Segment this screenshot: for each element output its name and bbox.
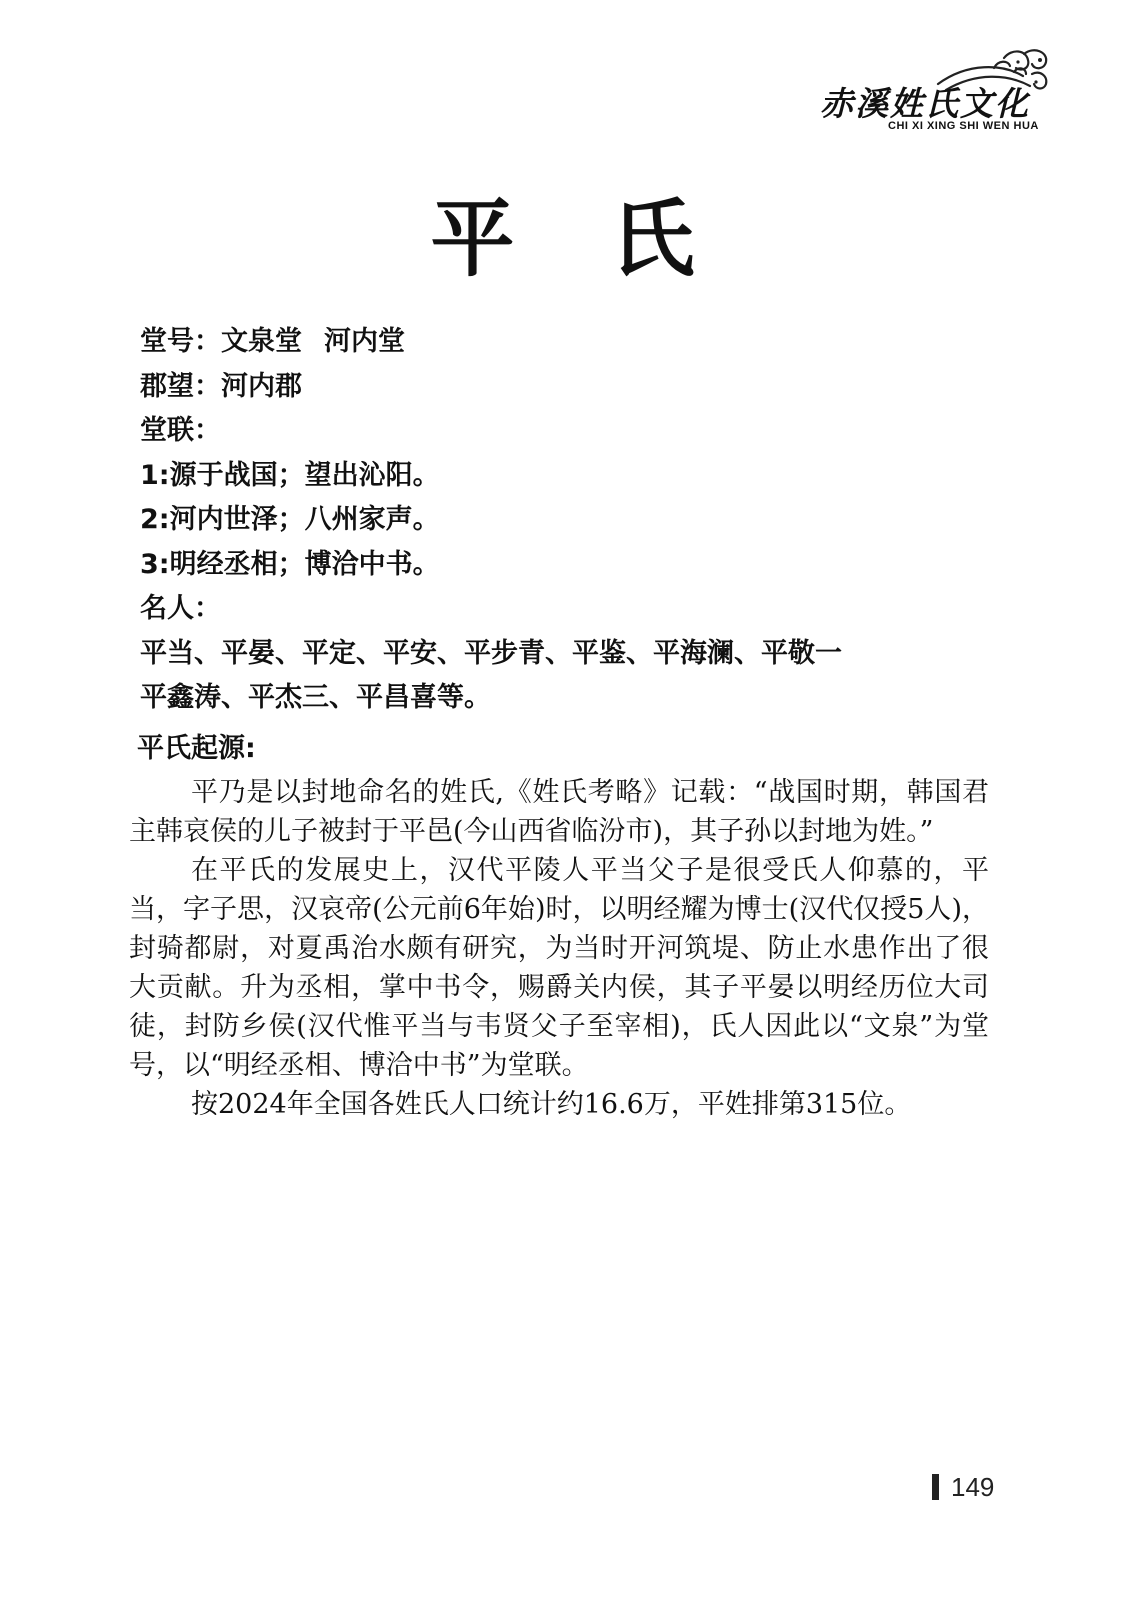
page-number-bar: [932, 1474, 939, 1500]
origin-heading: 平氏起源:: [137, 733, 256, 764]
origin-paragraph: 在平氏的发展史上，汉代平陵人平当父子是很受氏人仰慕的，平当，字子思，汉哀帝(公元前6年始)时，以明经耀为博士(汉代仅授5人)，封骑都尉，对夏禹治水颇有研究，为当时开河筑堤、防止水患作出了很大贡献。升为丞相，掌中书令，赐爵关内侯，其子平晏以明经历位大司徒，封防乡侯(汉代惟平当与韦贤父子至宰相)，氏人因此以“文泉”为堂号，以“明经丞相、博洽中书”为堂联。: [129, 855, 989, 1081]
hall-name-label: 堂号：: [140, 326, 221, 357]
page-number-text: 149: [951, 1471, 995, 1502]
logo-title: 赤溪姓氏文化: [820, 84, 1030, 123]
notables-list: 平当、平晏、平定、平安、平步青、平鉴、平海澜、平敬一: [140, 637, 842, 669]
hall-name-value: 文泉堂: [221, 326, 302, 357]
page-title: 平氏: [430, 189, 791, 288]
origin-paragraph: 平乃是以封地命名的姓氏,《姓氏考略》记载：“战国时期，韩国君主韩哀侯的儿子被封于平邑(今山西省临汾市)，其子孙以封地为姓。”: [129, 777, 989, 847]
notables-label: 名人：: [140, 593, 221, 624]
commandery-row: [140, 365, 1000, 410]
commandery-value: 河内郡: [221, 370, 302, 402]
couplet-item: 2:河内世泽；八州家声。: [140, 504, 440, 535]
page-number: [932, 1470, 994, 1504]
logo-subtitle: CHI XI XING SHI WEN HUA: [888, 120, 1039, 132]
origin-paragraph: 按2024年全国各姓氏人口统计约16.6万，平姓排第315位。: [191, 1089, 912, 1120]
commandery-label: 郡望：: [140, 370, 221, 402]
couplets-label: 堂联：: [140, 415, 221, 446]
hall-name-row: [140, 320, 1000, 365]
surname-info: [140, 320, 1000, 721]
couplet-item: 3:明经丞相；博洽中书。: [140, 548, 440, 580]
header-logo: [818, 42, 1058, 142]
couplet-item: 1:源于战国；望出沁阳。: [140, 459, 440, 491]
origin-text: [129, 773, 989, 1124]
notables-list: 平鑫涛、平杰三、平昌喜等。: [140, 682, 491, 713]
hall-name-value: 河内堂: [324, 326, 405, 357]
